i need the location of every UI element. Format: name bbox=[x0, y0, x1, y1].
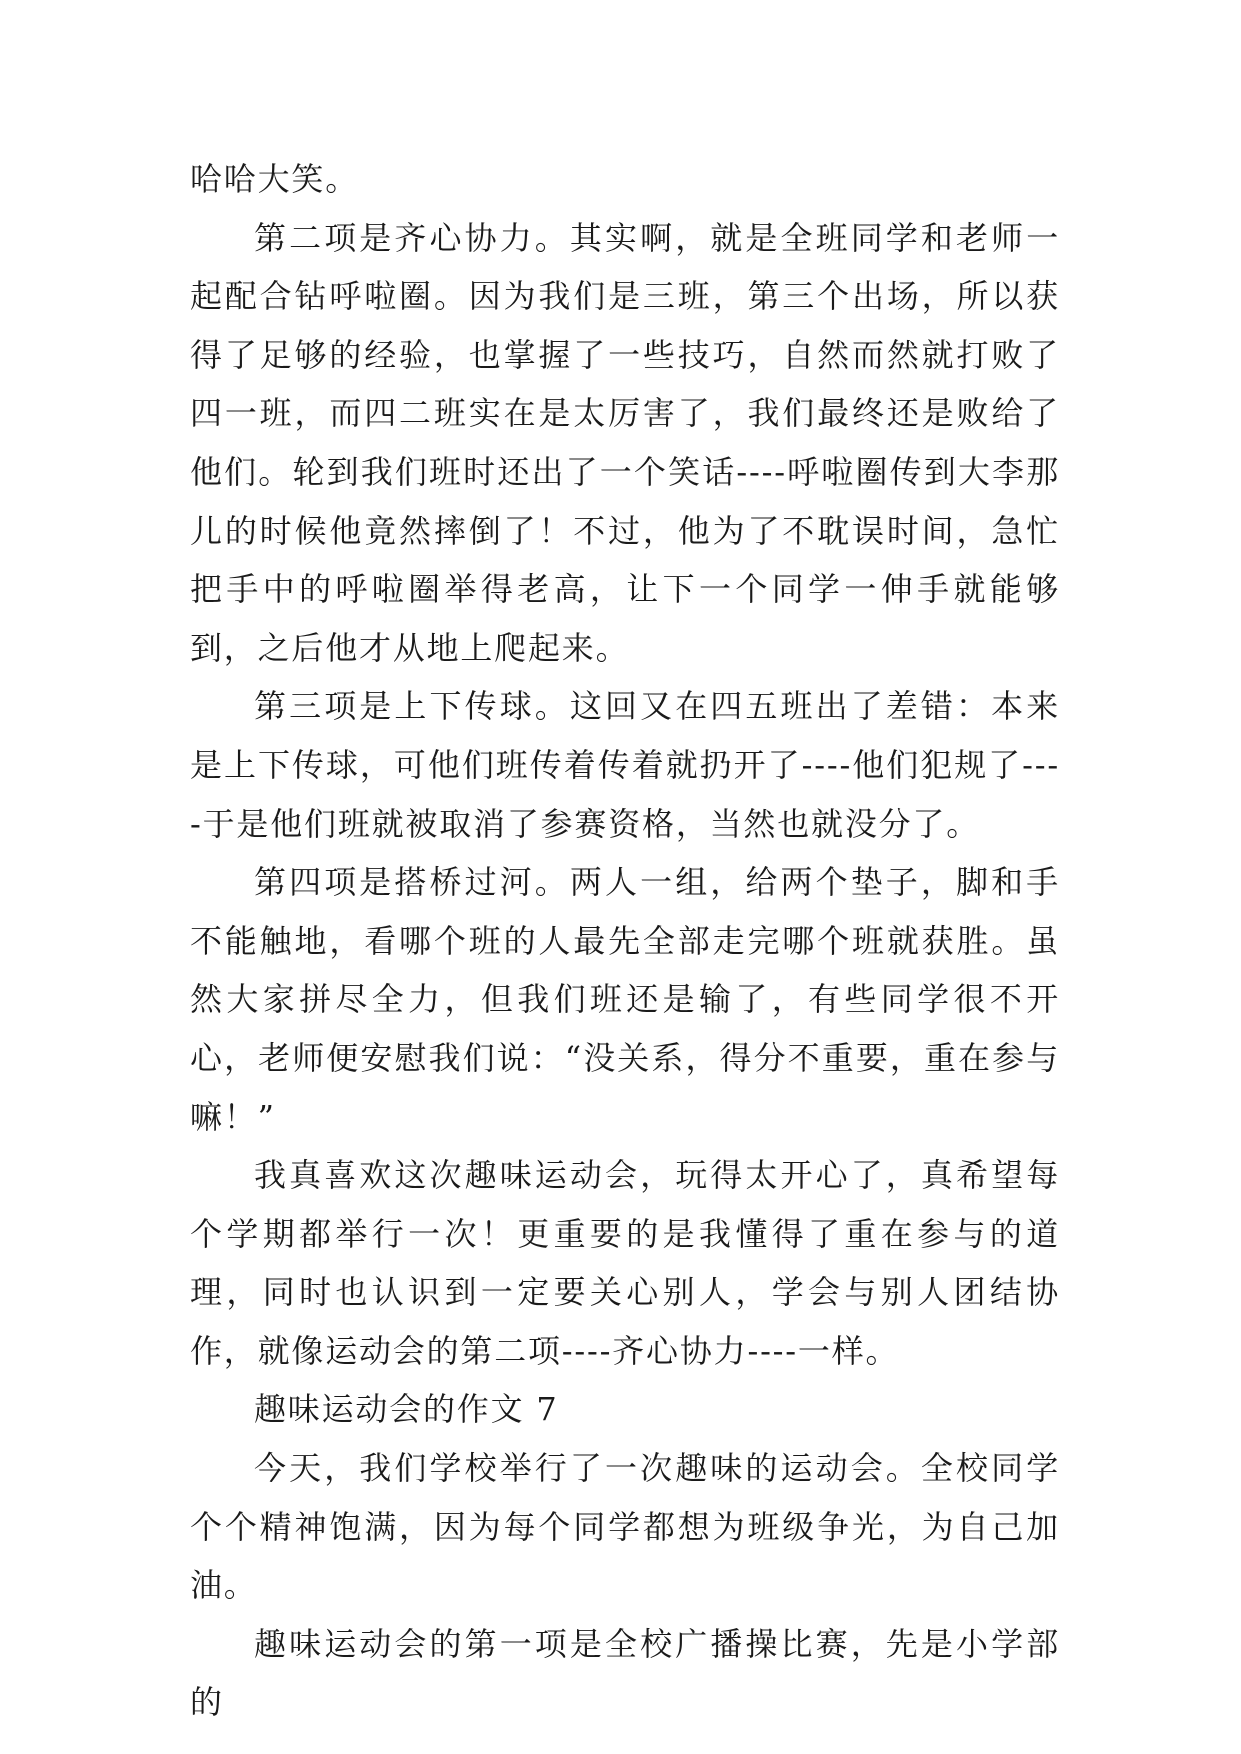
paragraph-continuation: 哈哈大笑。 bbox=[190, 160, 360, 198]
paragraph-intro: 今天，我们学校举行了一次趣味的运动会。全校同学个个精神饱满，因为每个同学都想为班级争光，为自己加油。 bbox=[190, 1449, 1060, 1605]
paragraph-conclusion: 我真喜欢这次趣味运动会，玩得太开心了，真希望每个学期都举行一次！更重要的是我懂得了重在参与的道理，同时也认识到一定要关心别人，学会与别人团结协作，就像运动会的第二项----齐心协力----一样。 bbox=[190, 1156, 1060, 1370]
document-body bbox=[190, 150, 1060, 1732]
paragraph-event-four: 第四项是搭桥过河。两人一组，给两个垫子，脚和手不能触地，看哪个班的人最先全部走完哪个班就获胜。虽然大家拼尽全力，但我们班还是输了，有些同学很不开心，老师便安慰我们说：“没关系，得分不重要，重在参与嘛！” bbox=[190, 863, 1060, 1136]
paragraph-event-two: 第二项是齐心协力。其实啊，就是全班同学和老师一起配合钻呼啦圈。因为我们是三班，第三个出场，所以获得了足够的经验，也掌握了一些技巧，自然而然就打败了四一班，而四二班实在是太厉害了，我们最终还是败给了他们。轮到我们班时还出了一个笑话----呼啦圈传到大李那儿的时候他竟然摔倒了！不过，他为了不耽误时间，急忙把手中的呼啦圈举得老高，让下一个同学一伸手就能够到，之后他才从地上爬起来。 bbox=[190, 218, 1060, 667]
paragraph-event-three: 第三项是上下传球。这回又在四五班出了差错：本来是上下传球，可他们班传着传着就扔开了----他们犯规了----于是他们班就被取消了参赛资格，当然也就没分了。 bbox=[190, 687, 1060, 843]
paragraph-first-event: 趣味运动会的第一项是全校广播操比赛，先是小学部的 bbox=[190, 1624, 1060, 1722]
essay-title: 趣味运动会的作文 7 bbox=[254, 1390, 559, 1429]
